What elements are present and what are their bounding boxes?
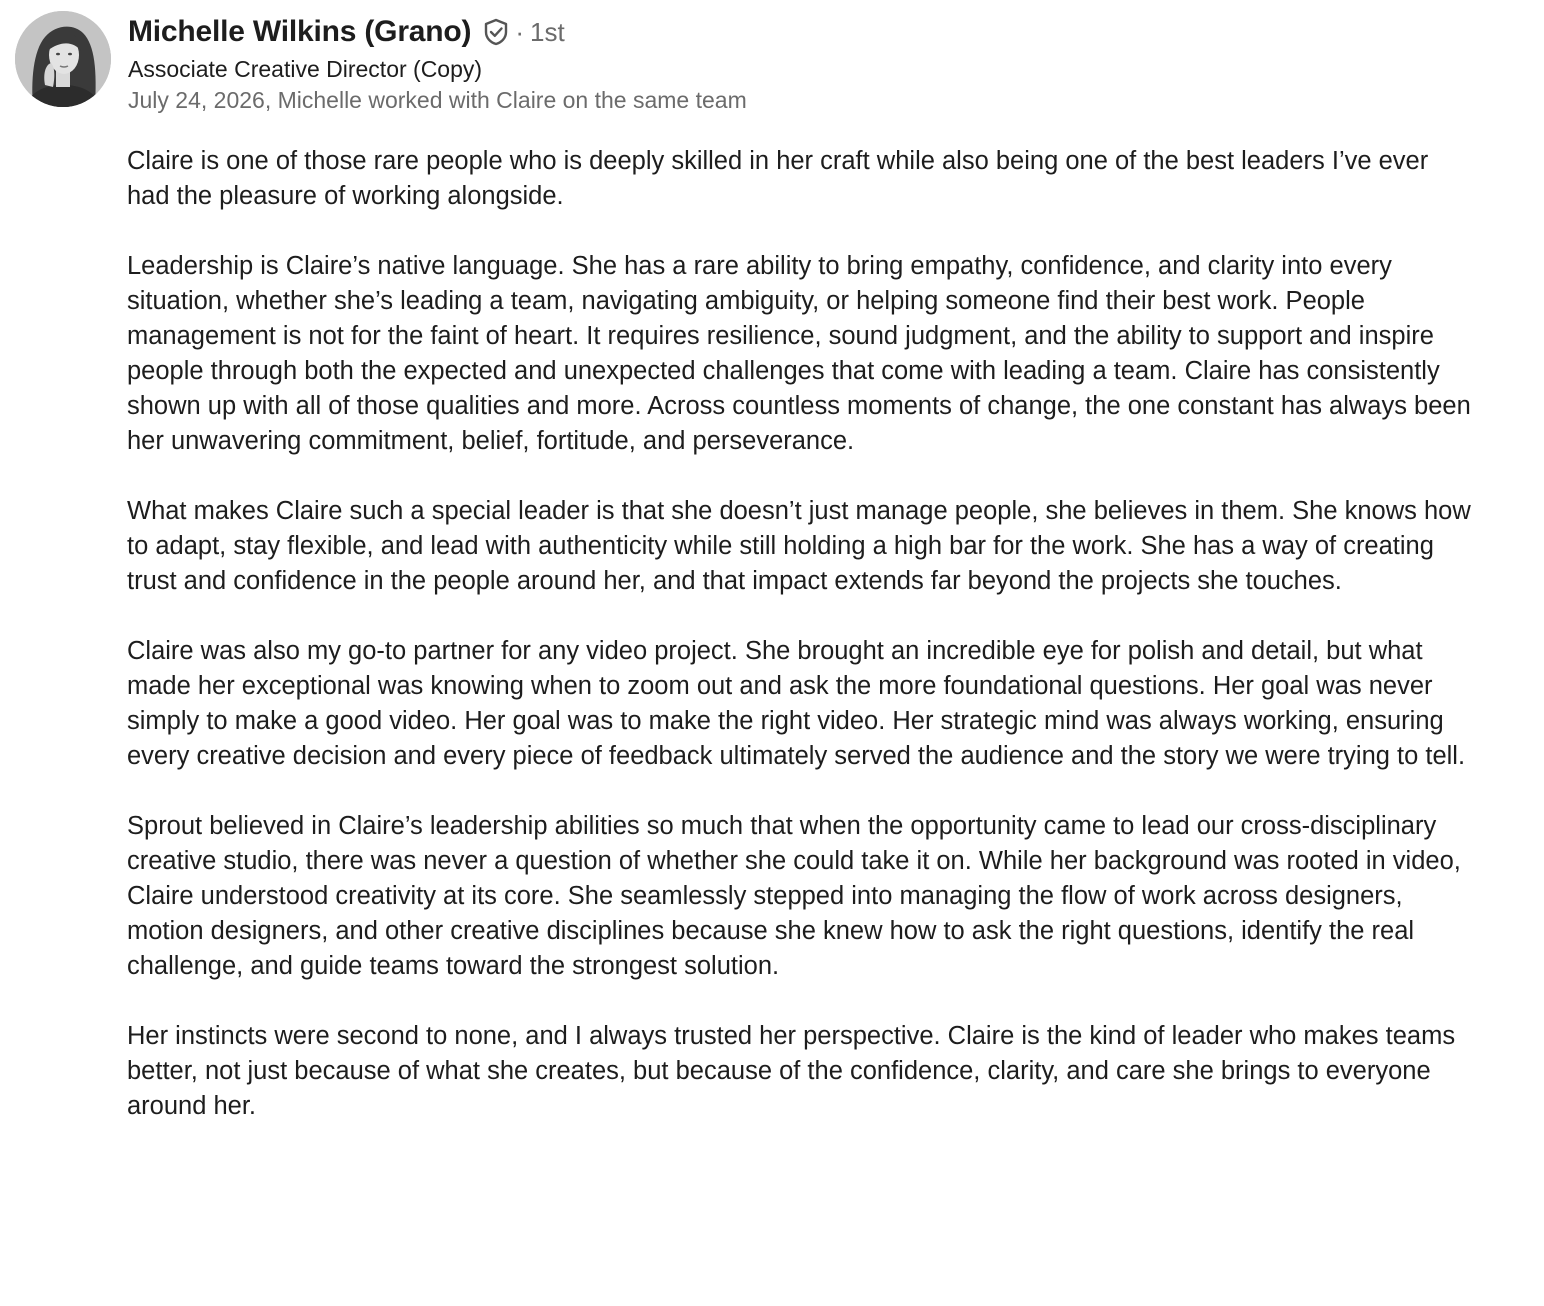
shield-check-icon[interactable] xyxy=(481,17,511,47)
name-row xyxy=(128,12,1508,52)
separator-dot: · xyxy=(515,16,524,47)
recommendation-header xyxy=(128,12,1508,114)
connection-degree: 1st xyxy=(530,16,565,47)
profile-photo xyxy=(15,11,111,107)
recommendation-paragraph: What makes Claire such a special leader is that she doesn’t just manage people, she believes in them. She knows how to adapt, stay flexible, and lead with authenticity while still holding a high bar for the work. She has a way of creating trust and confidence in the people around her, and that impact extends far beyond the projects she touches. xyxy=(127,497,1471,595)
avatar[interactable] xyxy=(15,11,111,107)
recommendation-paragraph: Sprout believed in Claire’s leadership abilities so much that when the opportunity came to lead our cross-disciplinary creative studio, there was never a question of whether she could take it on. While her background was rooted in video, Claire understood creativity at its core. She seamlessly stepped into managing the flow of work across designers, motion designers, and other creative disciplines because she knew how to ask the right questions, identify the real challenge, and guide teams toward the strongest solution. xyxy=(127,812,1461,980)
author-headline: Associate Creative Director (Copy) xyxy=(128,56,483,82)
recommendation-paragraph: Claire is one of those rare people who is deeply skilled in her craft while also being one of the best leaders I’ve ever had the pleasure of working alongside. xyxy=(127,147,1429,210)
recommendation-paragraph: Claire was also my go-to partner for any video project. She brought an incredible eye for polish and detail, but what made her exceptional was knowing when to zoom out and ask the more foundational questions. Her goal was never simply to make a good video. Her goal was to make the right video. Her strategic mind was always working, ensuring every creative decision and every piece of feedback ultimately served the audience and the story we were trying to tell. xyxy=(127,637,1466,770)
recommendation-text xyxy=(127,144,1472,1124)
relationship-meta: July 24, 2026, Michelle worked with Claire on the same team xyxy=(128,87,747,113)
recommendation-paragraph: Leadership is Claire’s native language. She has a rare ability to bring empathy, confidence, and clarity into every situation, whether she’s leading a team, navigating ambiguity, or helping someone find their best work. People management is not for the faint of heart. It requires resilience, sound judgment, and the ability to support and inspire people through both the expected and unexpected challenges that come with leading a team. Claire has consistently shown up with all of those qualities and more. Across countless moments of change, the one constant has always been her unwavering commitment, belief, fortitude, and perseverance. xyxy=(127,252,1471,455)
recommendation-paragraph: Her instincts were second to none, and I always trusted her perspective. Claire is the kind of leader who makes teams better, not just because of what she creates, but because of the confidence, clarity, and care she brings to everyone around her. xyxy=(127,1022,1456,1120)
author-name[interactable]: Michelle Wilkins (Grano) xyxy=(128,15,472,48)
